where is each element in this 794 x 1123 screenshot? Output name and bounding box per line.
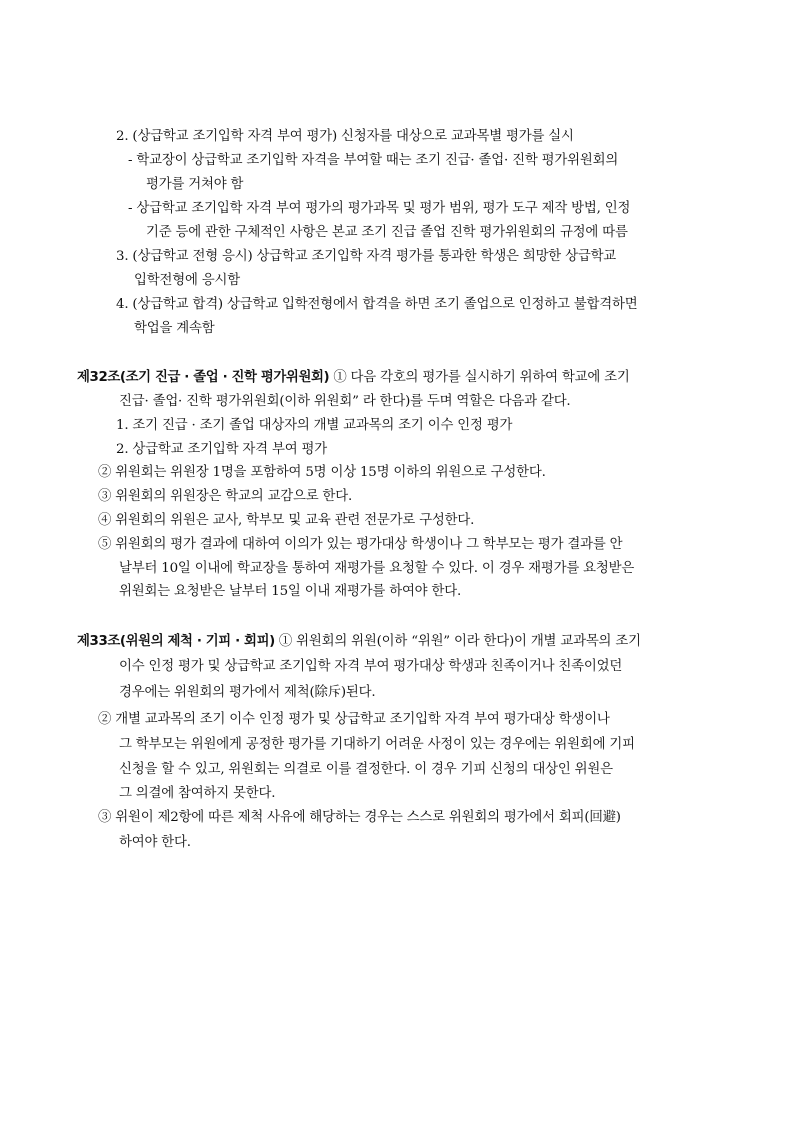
item-4-line: 4. (상급학교 합격) 상급학교 입학전형에서 합격을 하면 조기 졸업으로 인정하고 불합격하면 bbox=[116, 297, 638, 312]
item-3-line: 3. (상급학교 전형 응시) 상급학교 조기입학 자격 평가를 통과한 학생은 희망한 상급학교 bbox=[116, 249, 617, 264]
article-33-clause-3-continuation: 하여야 한다. bbox=[119, 835, 191, 850]
article-32-clause-5-continuation: 날부터 10일 이내에 학교장을 통하여 재평가를 요청할 수 있다. 이 경우 재평가를 요청받은 bbox=[119, 561, 635, 576]
item-2-line: 2. (상급학교 조기입학 자격 부여 평가) 신청자를 대상으로 교과목별 평가를 실시 bbox=[116, 129, 574, 144]
bullet-line: - 학교장이 상급학교 조기입학 자격을 부여할 때는 조기 진급· 졸업· 진학 평가위원회의 bbox=[128, 153, 619, 168]
article-33-clause-2-continuation: 그 학부모는 위원에게 공정한 평가를 기대하기 어려운 사정이 있는 경우에는 위원회에 기피 bbox=[119, 737, 635, 752]
article-33-clause-2: ② 개별 교과목의 조기 이수 인정 평가 및 상급학교 조기입학 자격 부여 평가대상 학생이나 bbox=[98, 712, 610, 727]
article-32-clause-1: ① 다음 각호의 평가를 실시하기 위하여 학교에 조기 bbox=[333, 370, 630, 385]
article-32-clause-5-continuation: 위원회는 요청받은 날부터 15일 이내 재평가를 하여야 한다. bbox=[119, 584, 462, 599]
article-32-clause-2: ② 위원회는 위원장 1명을 포함하여 5명 이상 15명 이하의 위원으로 구성한다. bbox=[98, 465, 546, 480]
article-33-continuation: 이수 인정 평가 및 상급학교 조기입학 자격 부여 평가대상 학생과 친족이거나 친족이었던 bbox=[119, 659, 623, 674]
article-32-item-1: 1. 조기 진급 · 조기 졸업 대상자의 개별 교과목의 조기 이수 인정 평가 bbox=[116, 418, 513, 433]
article-32-continuation: 진급· 졸업· 진학 평가위원회(이하 위원회” 라 한다)를 두며 역할은 다음과 같다. bbox=[119, 394, 571, 409]
article-32-first-line bbox=[77, 368, 630, 388]
article-32-item-2: 2. 상급학교 조기입학 자격 부여 평가 bbox=[116, 442, 327, 457]
article-33-clause-2-continuation: 그 의결에 참여하지 못한다. bbox=[119, 786, 276, 801]
article-33-clause-1: ① 위원회의 위원(이하 “위원” 이라 한다)이 개별 교과목의 조기 bbox=[278, 634, 641, 649]
article-33-clause-2-continuation: 신청을 할 수 있고, 위원회는 의결로 이를 결정한다. 이 경우 기피 신청의 대상인 위원은 bbox=[119, 762, 613, 777]
bullet-line: - 상급학교 조기입학 자격 부여 평가의 평가과목 및 평가 범위, 평가 도구 제작 방법, 인정 bbox=[128, 201, 631, 216]
article-33-continuation: 경우에는 위원회의 평가에서 제척(除斥)된다. bbox=[119, 685, 376, 700]
article-32-heading: 제32조(조기 진급 · 졸업 · 진학 평가위원회) bbox=[77, 370, 330, 385]
article-32-clause-3: ③ 위원회의 위원장은 학교의 교감으로 한다. bbox=[98, 489, 353, 504]
article-33-first-line bbox=[77, 632, 641, 652]
bullet-continuation: 기준 등에 관한 구체적인 사항은 본교 조기 진급 졸업 진학 평가위원회의 규정에 따름 bbox=[146, 225, 628, 240]
item-4-continuation: 학업을 계속함 bbox=[134, 321, 215, 336]
article-33-heading: 제33조(위원의 제척 · 기피 · 회피) bbox=[77, 634, 275, 649]
article-32-clause-5: ⑤ 위원회의 평가 결과에 대하여 이의가 있는 평가대상 학생이나 그 학부모는 평가 결과를 안 bbox=[98, 537, 623, 552]
item-3-continuation: 입학전형에 응시함 bbox=[134, 273, 240, 288]
article-32-clause-4: ④ 위원회의 위원은 교사, 학부모 및 교육 관련 전문가로 구성한다. bbox=[98, 513, 475, 528]
article-33-clause-3: ③ 위원이 제2항에 따른 제척 사유에 해당하는 경우는 스스로 위원회의 평가에서 회피(回避) bbox=[98, 810, 621, 825]
bullet-continuation: 평가를 거쳐야 함 bbox=[146, 177, 244, 192]
